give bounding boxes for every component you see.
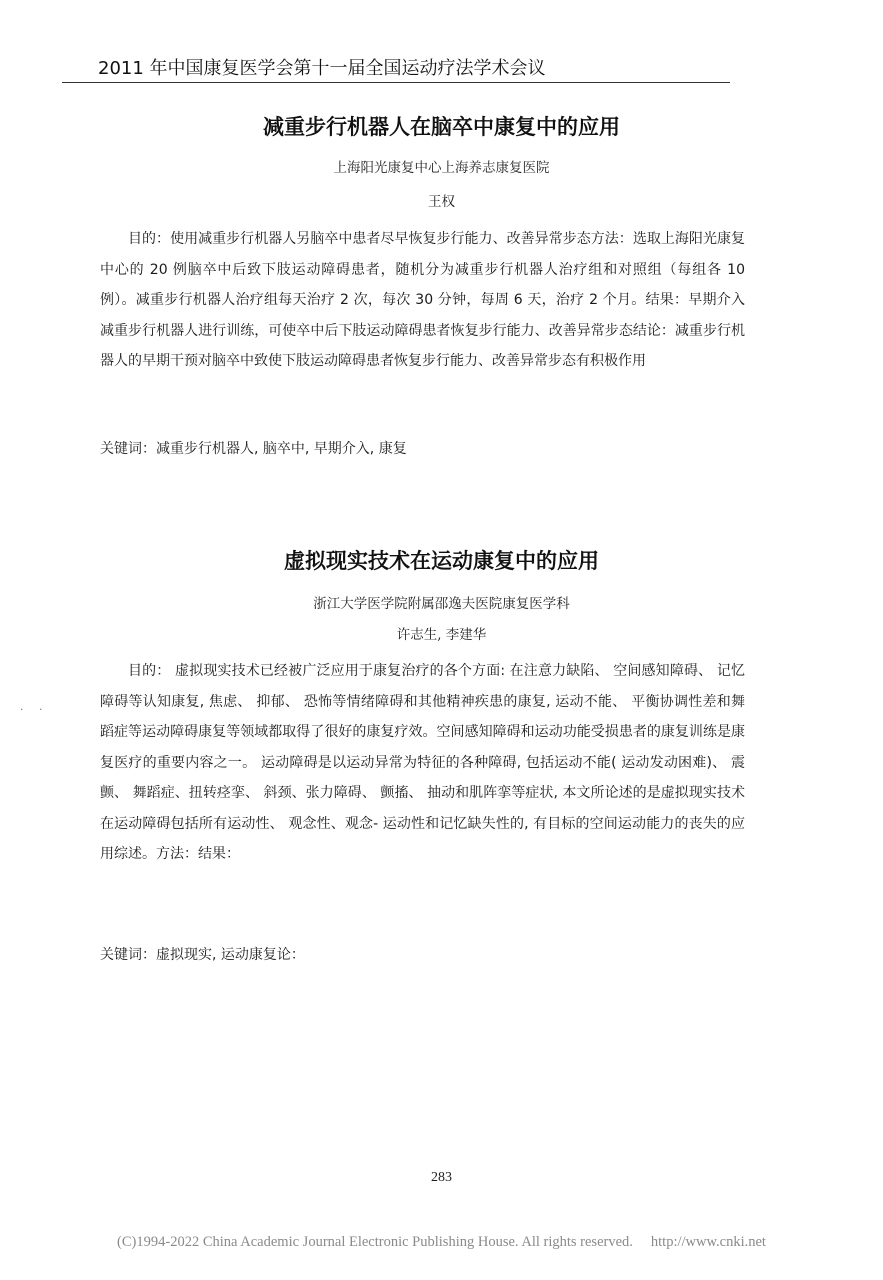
article-2-abstract: 目的： 虚拟现实技术已经被广泛应用于康复治疗的各个方面: 在注意力缺陷、 空间感知障碍、 记忆障碍等认知康复, 焦虑、 抑郁、 恐怖等情绪障碍和其他精神疾患的康复, 运动不能、 平衡协调性差和舞蹈症等运动障碍康复等领域都取得了很好的康复疗效。空间感知障碍和运动功能受损患者的康复训练是康复医疗的重要内容之一。 运动障碍是以运动异常为特征的各种障碍, 包括运动不能( 运动发动困难)、 震颤、 舞蹈症、扭转痉挛、 斜颈、张力障碍、 颤搐、 抽动和肌阵挛等症状, 本文所论述的是虚拟现实技术在运动障碍包括所有运动性、 观念性、观念- 运动性和记忆缺失性的, 有目标的空间运动能力的丧失的应用综述。方法：结果： xyxy=(100,663,745,862)
article-2-author: 许志生, 李建华 xyxy=(396,627,487,643)
article-2-keywords: 关键词：虚拟现实, 运动康复论： xyxy=(100,947,305,963)
article-1-author: 王权 xyxy=(428,194,455,210)
footer-url[interactable]: http://www.cnki.net xyxy=(650,1234,766,1250)
article-2-title: 虚拟现实技术在运动康复中的应用 xyxy=(284,549,599,573)
article-1-title: 减重步行机器人在脑卒中康复中的应用 xyxy=(263,115,620,139)
article-2-affiliation: 浙江大学医学院附属邵逸夫医院康复医学科 xyxy=(313,596,570,612)
article-1-keywords: 关键词：减重步行机器人, 脑卒中, 早期介入, 康复 xyxy=(100,441,407,457)
page-number: 283 xyxy=(431,1170,452,1185)
margin-mark: · · xyxy=(20,703,49,716)
article-1-affiliation: 上海阳光康复中心上海养志康复医院 xyxy=(333,160,550,176)
footer-copyright: (C)1994-2022 China Academic Journal Electronic Publishing House. All rights reserved. xyxy=(117,1234,633,1250)
footer xyxy=(0,1234,883,1251)
running-header: 2011 年中国康复医学会第十一届全国运动疗法学术会议 xyxy=(98,58,546,79)
header-rule xyxy=(62,82,730,83)
article-1-abstract: 目的：使用减重步行机器人另脑卒中患者尽早恢复步行能力、改善异常步态方法：选取上海阳光康复中心的 20 例脑卒中后致下肢运动障碍患者，随机分为减重步行机器人治疗组和对照组（每组各 10 例）。减重步行机器人治疗组每天治疗 2 次，每次 30 分钟，每周 6 天，治疗 2 个月。结果：早期介入减重步行机器人进行训练，可使卒中后下肢运动障碍患者恢复步行能力、改善异常步态结论：减重步行机器人的早期干预对脑卒中致使下肢运动障碍患者恢复步行能力、改善异常步态有积极作用 xyxy=(100,231,745,370)
